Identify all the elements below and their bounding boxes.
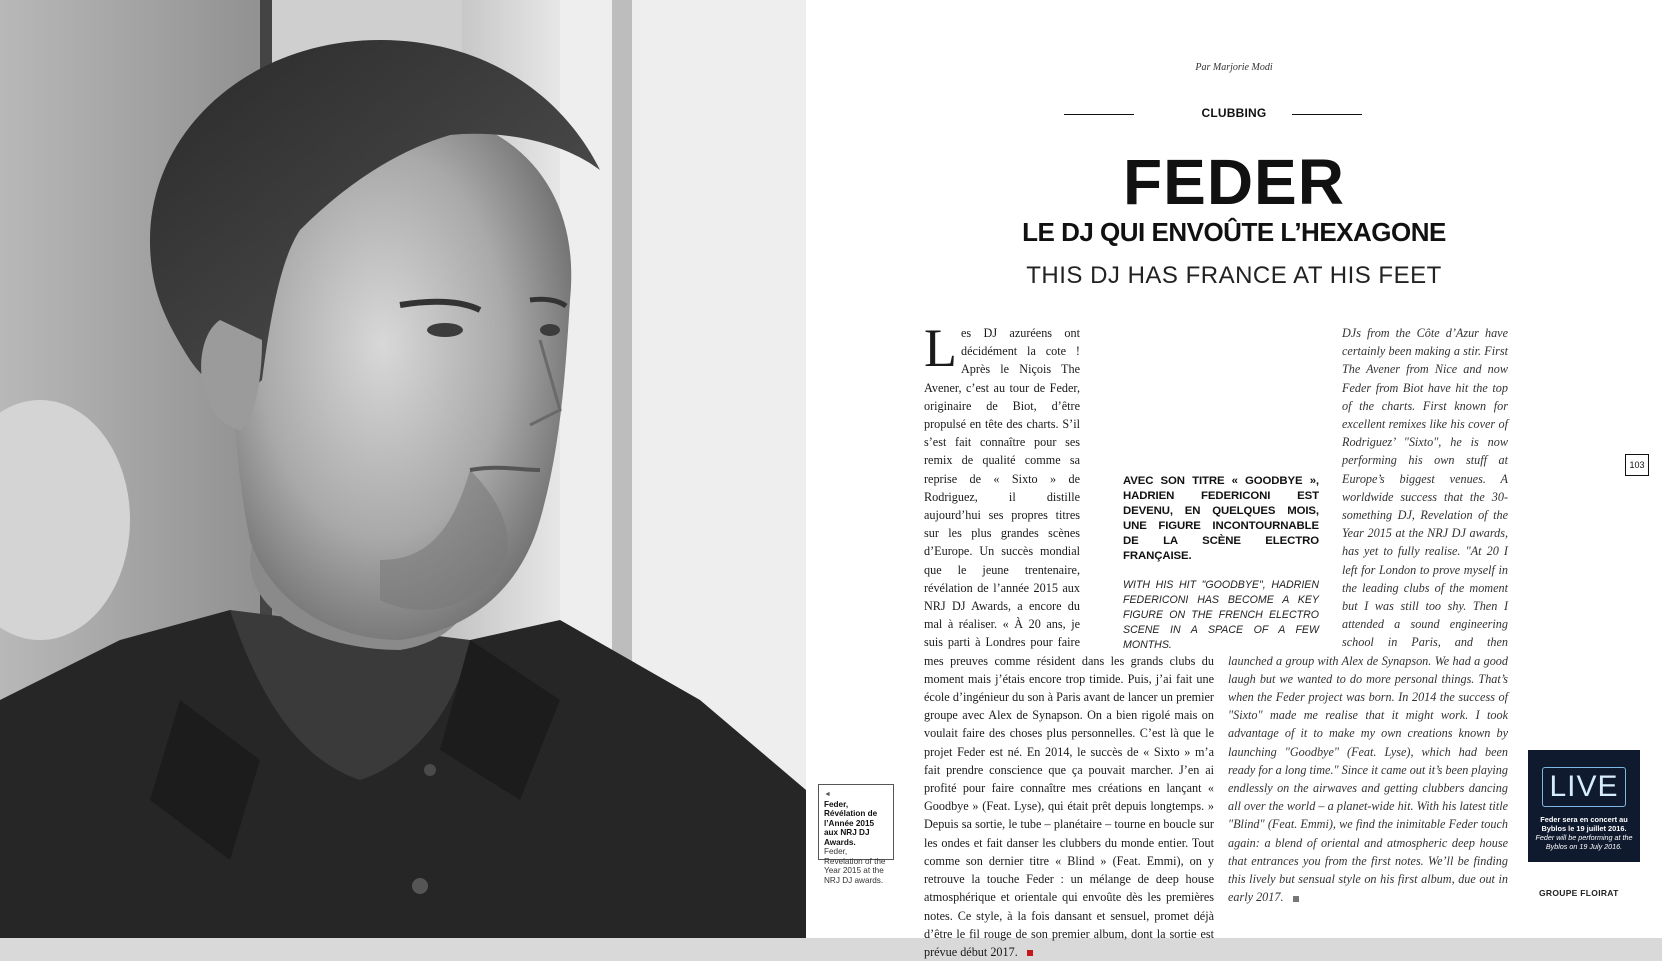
end-mark-red-square — [1027, 950, 1033, 956]
caption-arrow-icon: ◄ — [824, 791, 831, 798]
subtitle-french: LE DJ QUI ENVOÛTE L’HEXAGONE — [1022, 217, 1446, 247]
rubric-row — [806, 106, 1662, 124]
rubric-rule-right — [1292, 114, 1362, 115]
live-title: LIVE — [1542, 767, 1626, 807]
pullquote — [1123, 474, 1319, 653]
caption-french: Feder, Révélation de l’Année 2015 aux NRJ DJ Awards. — [824, 799, 878, 847]
caption-english: Feder, Revelation of the Year 2015 at the NRJ DJ awards. — [824, 847, 886, 885]
live-box — [1528, 750, 1640, 862]
byline: Par Marjorie Modi — [1195, 62, 1273, 73]
subtitle-english: THIS DJ HAS FRANCE AT HIS FEET — [1026, 262, 1442, 289]
live-text-french: Feder sera en concert au Byblos le 19 juillet 2016. — [1540, 815, 1628, 833]
body-text-english: DJs from the Côte d’Azur have certainly been making a stir. First The Avener from Nice and now Feder from Biot have hit the top of the charts. First known for excellent remixes like his cover of Rodriguez’ "Sixto", he is now performing his own stuff at Europe’s biggest venues. A worldwide success that the 30-something DJ, Revelation of the Year 2015 at the NRJ DJ awards, has yet to fully realise. "At 20 I left for London to prove myself in the leading clubs of the moment but I was still too shy. Then I attended a sound engineering school in Paris, and then launched a group with Alex de Synapson. We had a good laugh but we wanted to do more personal things. That’s when the Feder project was born. In 2014 the success of "Sixto" made me realise that it might work. I took advantage of it to make my own creations known by launching "Goodbye" (Feat. Lyse), which had been ready for a long time." Since it came out it’s been playing endlessly on the airwaves and getting clubbers dancing all over the world – a planet-wide hit. With his latest title "Blind" (Feat. Emmi), we find the inimitable Feder touch again: a blend of oriental and atmospheric deep house that entrances you from the first notes. We’ll be finding this lively but sensual style on his first album, due out in early 2017. — [1228, 326, 1508, 905]
publisher-name: GROUPE FLOIRAT — [1539, 888, 1619, 898]
photo-caption — [818, 784, 894, 885]
pullquote-french: AVEC SON TITRE « GOODBYE », HADRIEN FEDERICONI EST DEVENU, EN QUELQUES MOIS, UNE FIGURE INCONTOURNABLE DE LA SCÈNE ELECTRO FRANÇAISE. — [1123, 475, 1319, 562]
page-number: 103 — [1625, 454, 1649, 476]
portrait-image — [0, 0, 806, 938]
pullquote-english: WITH HIS HIT "GOODBYE", HADRIEN FEDERICONI HAS BECOME A KEY FIGURE ON THE FRENCH ELECTRO SCENE IN A SPACE OF A FEW MONTHS. — [1123, 579, 1319, 651]
end-mark-grey-square — [1293, 896, 1299, 902]
body-text-french: es DJ azuréens ont décidément la cote ! Après le Niçois The Avener, c’est au tour de Feder, originaire de Biot, d’être propulsé en tête des charts. S’il s’est fait connaître pour ses remix de qualité comme sa reprise de « Sixto » de Rodriguez, il distille aujourd’hui ses propres titres sur les plus grandes scènes d’Europe. Un succès mondial que le jeune trentenaire, révélation de l’année 2015 aux NRJ DJ Awards, a encore du mal à réaliser. « À 20 ans, je suis parti à Londres pour faire mes preuves comme résident dans les grands clubs du moment mais j’étais encore trop timide. Puis, j’ai fait une école d’ingénieur du son à Paris avant de lancer un premier groupe avec Alex de Synapson. On a bien rigolé mais on voulait faire des choses plus personnelles. C’est là que le projet Feder est né. En 2014, le succès de « Sixto » m’a fait prendre conscience que ça pouvait marcher. J’en ai profité pour faire connaître mes créations en lançant « Goodbye » (Feat. Lyse), qui était prêt depuis longtemps. » Depuis sa sortie, le tube – planétaire – tourne en boucle sur les ondes et fait danser les clubbers du monde entier. Tout comme son dernier titre « Blind » (Feat. Emmi), on y retrouve la touche Feder : un mélange de deep house atmosphérique et orientale qui envoûte dès les premières notes. Ce style, à la fois dansant et sensuel, promet déjà d’être le fil rouge de son premier album, dont la sortie est prévue début 2017. — [924, 326, 1214, 959]
portrait-photo — [0, 0, 806, 938]
article-title: FEDER — [1123, 146, 1345, 218]
live-text-english: Feder will be performing at the Byblos on 19 July 2016. — [1535, 833, 1633, 851]
rubric-label: CLUBBING — [1201, 106, 1267, 120]
article-page — [806, 0, 1662, 959]
drop-cap: L — [924, 318, 957, 378]
